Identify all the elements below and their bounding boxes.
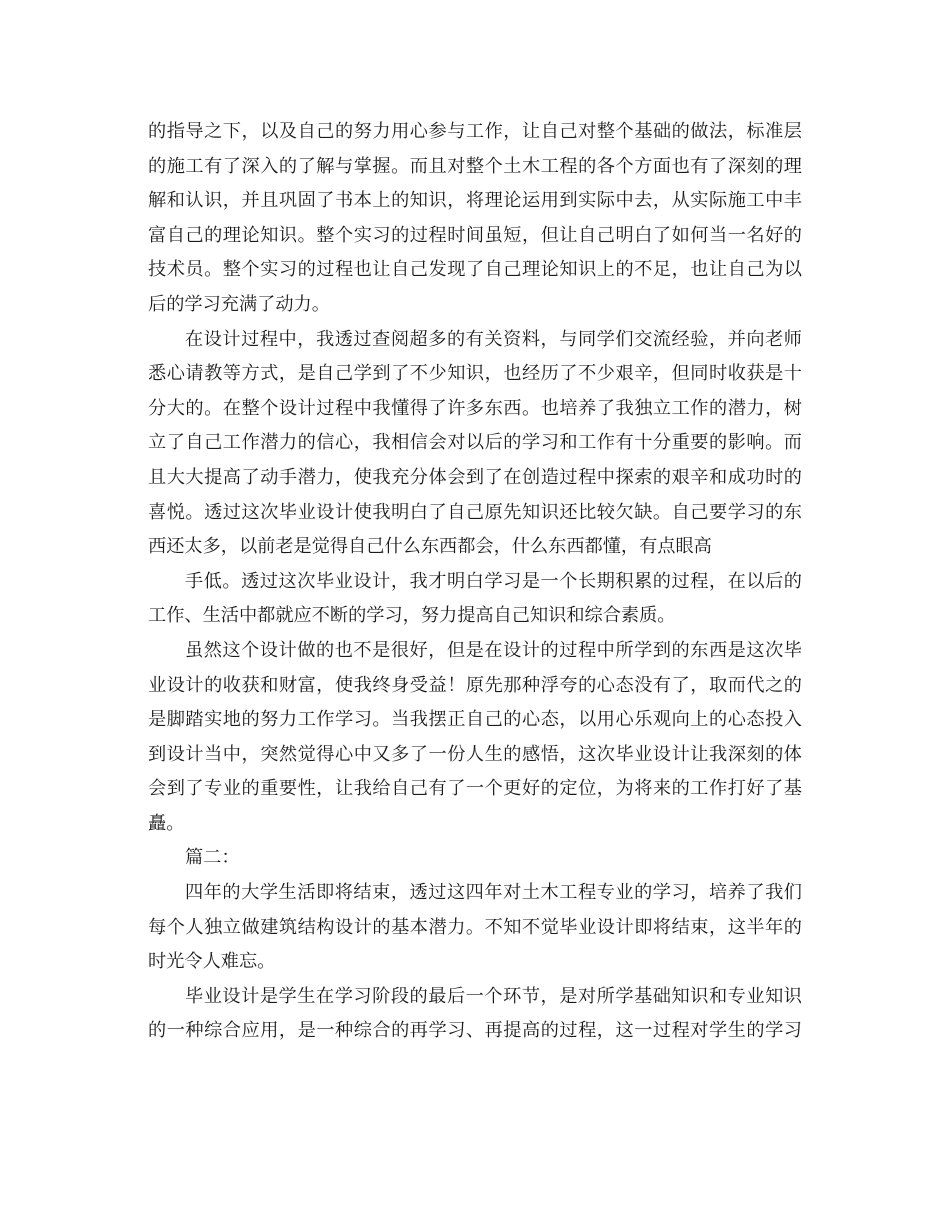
text-line: 是脚踏实地的努力工作学习。当我摆正自己的心态，以用心乐观向上的心态投入 [148, 709, 802, 731]
paragraph [148, 115, 802, 323]
text-line: 四年的大学生活即将结束，透过这四年对土木工程专业的学习，培养了我们 [185, 882, 802, 904]
text-line: 每个人独立做建筑结构设计的基本潜力。不知不觉毕业设计即将结束，这半年的 [148, 916, 802, 938]
text-line: 手低。透过这次毕业设计，我才明白学习是一个长期积累的过程，在以后的 [185, 570, 802, 592]
text-line: 篇二： [185, 847, 240, 869]
text-line: 喜悦。透过这次毕业设计使我明白了自己原先知识还比较欠缺。自己要学习的东 [148, 501, 802, 523]
text-line: 矗。 [148, 812, 185, 834]
text-line: 西还太多，以前老是觉得自己什么东西都会，什么东西都懂，有点眼高 [148, 536, 712, 558]
text-line: 富自己的理论知识。整个实习的过程时间虽短，但让自己明白了如何当一名好的 [148, 224, 802, 246]
text-line: 且大大提高了动手潜力，使我充分体会到了在创造过程中探索的艰辛和成功时的 [148, 466, 802, 488]
text-line: 的一种综合应用，是一种综合的再学习、再提高的过程，这一过程对学生的学习 [148, 1020, 802, 1042]
paragraph [148, 634, 802, 842]
text-line: 虽然这个设计做的也不是很好，但是在设计的过程中所学到的东西是这次毕 [185, 639, 802, 661]
text-line: 业设计的收获和财富，使我终身受益！原先那种浮夸的心态没有了，取而代之的 [148, 674, 802, 696]
text-line: 立了自己工作潜力的信心，我相信会对以后的学习和工作有十分重要的影响。而 [148, 432, 802, 454]
text-line: 悉心请教等方式，是自己学到了不少知识，也经历了不少艰辛，但同时收获是十 [148, 363, 802, 385]
document-page [148, 115, 802, 1049]
text-line: 毕业设计是学生在学习阶段的最后一个环节，是对所学基础知识和专业知识 [185, 985, 802, 1007]
text-line: 时光令人难忘。 [148, 951, 276, 973]
text-line: 分大的。在整个设计过程中我懂得了许多东西。也培养了我独立工作的潜力，树 [148, 397, 802, 419]
text-line: 会到了专业的重要性，让我给自己有了一个更好的定位，为将来的工作打好了基 [148, 778, 802, 800]
text-line: 到设计当中，突然觉得心中又多了一份人生的感悟，这次毕业设计让我深刻的体 [148, 743, 802, 765]
text-line: 的施工有了深入的了解与掌握。而且对整个土木工程的各个方面也有了深刻的理 [148, 155, 802, 177]
text-line: 技术员。整个实习的过程也让自己发现了自己理论知识上的不足，也让自己为以 [148, 259, 802, 281]
paragraph [148, 565, 802, 634]
section-heading [148, 841, 802, 876]
text-line: 后的学习充满了动力。 [148, 293, 330, 315]
text-line: 的指导之下，以及自己的努力用心参与工作，让自己对整个基础的做法，标准层 [148, 121, 802, 142]
paragraph [148, 876, 802, 980]
paragraph [148, 323, 802, 565]
text-line: 工作、生活中都就应不断的学习，努力提高自己知识和综合素质。 [148, 605, 676, 627]
text-line: 在设计过程中，我透过查阅超多的有关资料，与同学们交流经验，并向老师 [185, 328, 802, 350]
paragraph [148, 980, 802, 1049]
text-line: 解和认识，并且巩固了书本上的知识，将理论运用到实际中去，从实际施工中丰 [148, 190, 802, 212]
